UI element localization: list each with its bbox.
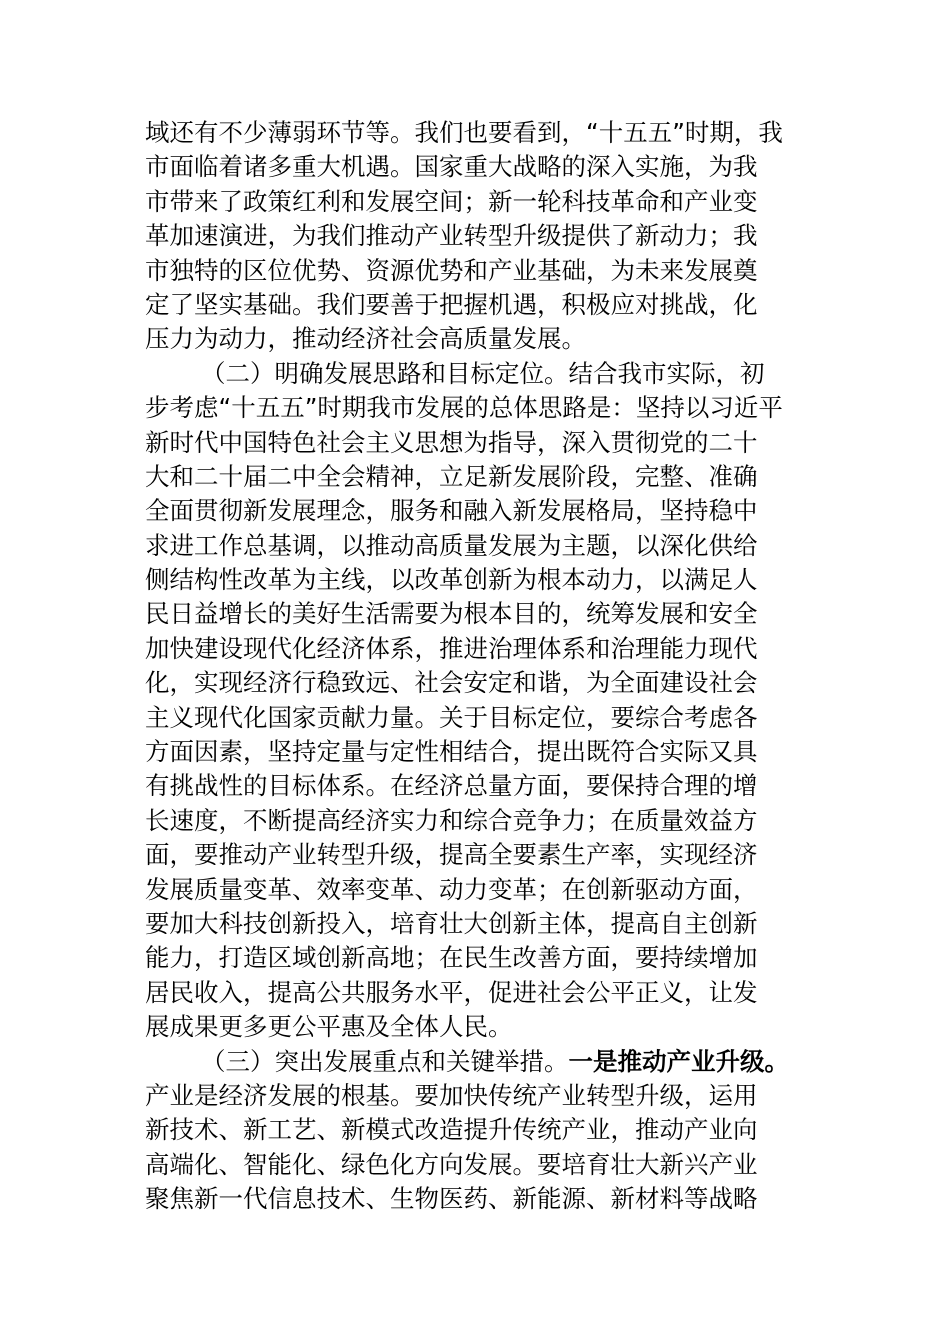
text-line: 域还有不少薄弱环节等。我们也要看到，“十五五”时期，我 (145, 118, 783, 147)
text-line: 新技术、新工艺、新模式改造提升传统产业，推动产业向 (145, 1115, 758, 1145)
text-line: 聚焦新一代信息技术、生物医药、新能源、新材料等战略 (145, 1184, 758, 1214)
text-line: 展成果更多更公平惠及全体人民。 (145, 1012, 513, 1042)
text-line: 民日益增长的美好生活需要为根本目的，统筹发展和安全 (145, 599, 758, 629)
text-line: 全面贯彻新发展理念，服务和融入新发展格局，坚持稳中 (145, 496, 758, 526)
text-line: 市面临着诸多重大机遇。国家重大战略的深入实施，为我 (145, 152, 758, 182)
text-line: 产业是经济发展的根基。要加快传统产业转型升级，运用 (145, 1080, 758, 1110)
section-heading-text: （三）突出发展重点和关键举措。 (201, 1046, 569, 1076)
text-line: 主义现代化国家贡献力量。关于目标定位，要综合考虑各 (145, 702, 758, 732)
text-line: 加快建设现代化经济体系，推进治理体系和治理能力现代 (145, 633, 758, 663)
paragraph-development-ideas (145, 357, 810, 1045)
text-line: 市独特的区位优势、资源优势和产业基础，为未来发展奠 (145, 255, 758, 285)
bold-emphasis: 一是推动产业升级。 (568, 1046, 789, 1076)
body-text (145, 116, 810, 1217)
text-line: 面，要推动产业转型升级，提高全要素生产率，实现经济 (145, 840, 758, 870)
text-line: 有挑战性的目标体系。在经济总量方面，要保持合理的增 (145, 771, 758, 801)
text-line: （二）明确发展思路和目标定位。结合我市实际，初 (201, 358, 765, 388)
text-line: 求进工作总基调，以推动高质量发展为主题，以深化供给 (145, 530, 758, 560)
text-line (145, 1045, 810, 1079)
text-line: 市带来了政策红利和发展空间；新一轮科技革命和产业变 (145, 186, 758, 216)
text-line: 新时代中国特色社会主义思想为指导，深入贯彻党的二十 (145, 427, 758, 457)
paragraph-key-measures (145, 1045, 810, 1217)
text-line: 革加速演进，为我们推动产业转型升级提供了新动力；我 (145, 221, 758, 251)
text-line: 要加大科技创新投入，培育壮大创新主体，提高自主创新 (145, 908, 758, 938)
text-line: 高端化、智能化、绿色化方向发展。要培育壮大新兴产业 (145, 1149, 758, 1179)
text-line: 居民收入，提高公共服务水平，促进社会公平正义，让发 (145, 977, 758, 1007)
paragraph-opportunities (145, 116, 810, 357)
text-line: 发展质量变革、效率变革、动力变革；在创新驱动方面， (145, 874, 758, 904)
text-line: 能力，打造区域创新高地；在民生改善方面，要持续增加 (145, 943, 758, 973)
text-line: 压力为动力，推动经济社会高质量发展。 (145, 324, 586, 354)
text-line: 长速度，不断提高经济实力和综合竞争力；在质量效益方 (145, 805, 758, 835)
text-line: 侧结构性改革为主线，以改革创新为根本动力，以满足人 (145, 565, 758, 595)
text-line: 方面因素，坚持定量与定性相结合，提出既符合实际又具 (145, 737, 758, 767)
text-line: 化，实现经济行稳致远、社会安定和谐，为全面建设社会 (145, 668, 758, 698)
text-line: 大和二十届二中全会精神，立足新发展阶段，完整、准确 (145, 461, 758, 491)
text-line: 定了坚实基础。我们要善于把握机遇，积极应对挑战，化 (145, 289, 758, 319)
text-line: 步考虑“十五五”时期我市发展的总体思路是：坚持以习近平 (145, 393, 783, 423)
